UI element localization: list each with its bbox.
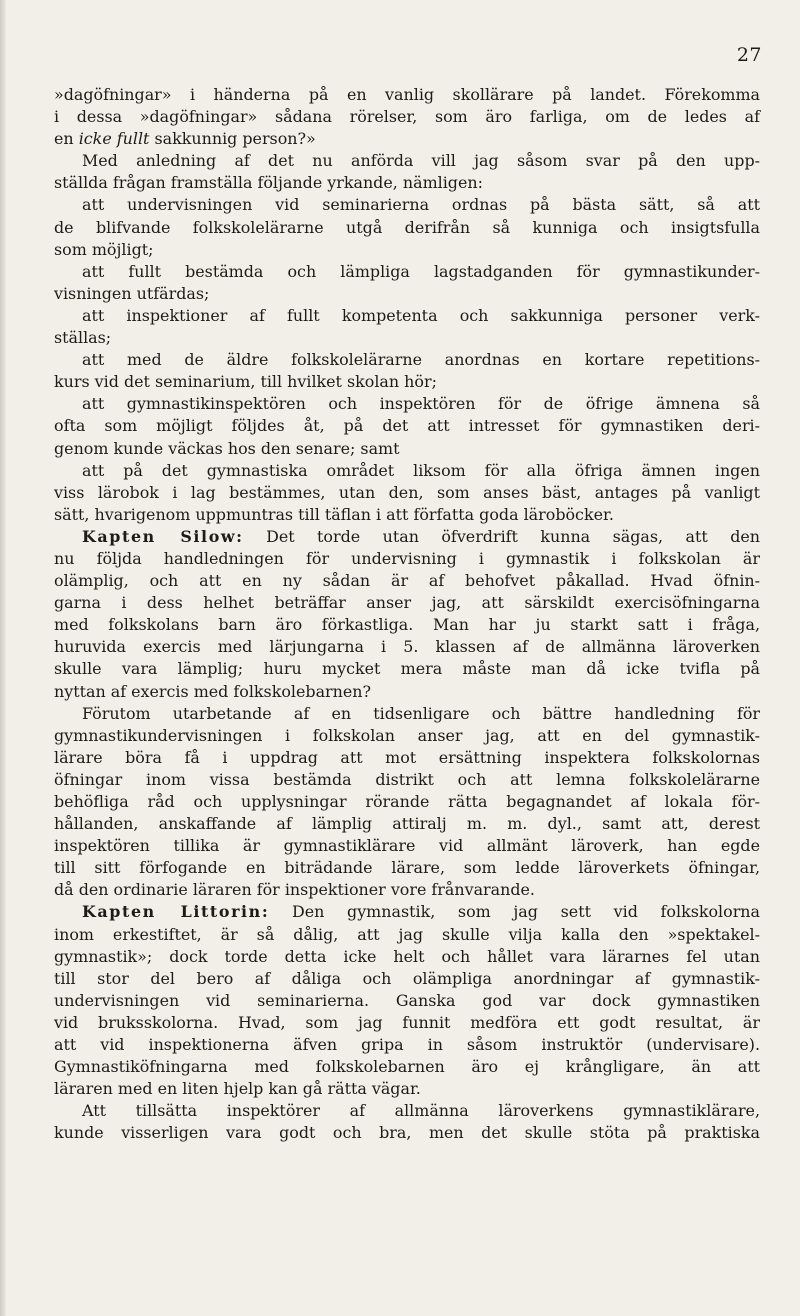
line-text: Med anledning af det nu anförda vill jag såsom svar på den upp- — [82, 151, 760, 171]
text-line — [54, 504, 760, 526]
line-text: inom erkestiftet, är så dålig, att jag skulle vilja kalla den »spektakel- — [54, 924, 760, 944]
line-text: huruvida exercis med lärjungarna i 5. klassen af de allmänna läroverken — [54, 637, 760, 657]
text-line — [54, 725, 760, 747]
line-text: lärare böra få i uppdrag att mot ersättning inspektera folkskolornas — [54, 747, 760, 767]
text-line — [54, 482, 760, 504]
text-line — [54, 548, 760, 570]
line-text: att inspektioner af fullt kompetenta och sakkunniga personer verk- — [82, 305, 760, 325]
text-line — [54, 879, 760, 901]
line-text: att med de äldre folkskolelärarne anordnas en kortare repetitions- — [82, 350, 760, 370]
text-line — [54, 857, 760, 879]
line-text: viss lärobok i lag bestämmes, utan den, som anses bäst, antages på vanligt — [54, 482, 760, 502]
line-text: undervisningen vid seminarierna. Ganska god var dock gymnastiken — [54, 990, 760, 1010]
text-line — [54, 1012, 760, 1034]
line-text: Förutom utarbetande af en tidsenligare och bättre handledning för — [82, 703, 760, 723]
text-line — [54, 901, 760, 923]
page-gutter — [0, 0, 6, 1316]
line-text: sätt, hvarigenom uppmuntras till täflan i att författa goda läroböcker. — [54, 504, 614, 524]
text-line — [54, 747, 760, 769]
line-text: vid bruksskolorna. Hvad, som jag funnit medföra ett godt resultat, är — [54, 1012, 760, 1032]
text-line — [54, 703, 760, 725]
speaker-name: Kapten Littorin: — [82, 902, 270, 922]
line-text: att fullt bestämda och lämpliga lagstadganden för gymnastikunder- — [82, 261, 760, 281]
body-text — [54, 84, 760, 1145]
text-line — [54, 636, 760, 658]
line-text: till sitt förfogande en biträdande lärare, som ledde läroverkets öfningar, — [54, 858, 760, 878]
line-text: läraren med en liten hjelp kan gå rätta vägar. — [54, 1079, 421, 1099]
text-line — [54, 415, 760, 437]
text-line — [54, 371, 760, 393]
line-text: olämplig, och att en ny sådan är af behofvet påkallad. Hvad öfnin- — [54, 571, 760, 591]
text-line — [54, 327, 760, 349]
line-text: hållanden, anskaffande af lämplig attiralj m. m. dyl., samt att, derest — [54, 814, 760, 834]
line-text: ofta som möjligt följdes åt, på det att intresset för gymnastiken deri- — [54, 416, 760, 436]
text-line — [54, 614, 760, 636]
speaker-name: Kapten Silow: — [82, 526, 244, 546]
text-line — [54, 924, 760, 946]
text-line — [54, 791, 760, 813]
line-text: behöfliga råd och upplysningar rörande rätta begagnandet af lokala för- — [54, 792, 760, 811]
text-line — [54, 172, 760, 194]
text-line — [54, 239, 760, 261]
line-text: kunde visserligen vara godt och bra, men det skulle stöta på praktiska — [54, 1123, 760, 1143]
text-line — [54, 393, 760, 415]
line-text: gymnastik»; dock torde detta icke helt och hållet vara lärarnes fel utan — [54, 946, 760, 966]
line-text: att vid inspektionerna äfven gripa in såsom instruktör (undervisare). — [54, 1035, 760, 1055]
text-line — [54, 1122, 760, 1144]
text-line — [54, 150, 760, 172]
text-line — [54, 1034, 760, 1056]
text-line — [54, 946, 760, 968]
italic-text: icke fullt — [78, 129, 150, 149]
line-text: Den gymnastik, som jag sett vid folkskolorna — [269, 902, 760, 922]
text-line — [54, 526, 760, 548]
line-text: till stor del bero af dåliga och olämpliga anordningar af gymnastik- — [54, 968, 760, 988]
line-text: skulle vara lämplig; huru mycket mera måste man då icke tvifla på — [54, 659, 760, 679]
line-text: nyttan af exercis med folkskolebarnen? — [54, 681, 372, 701]
line-text: öfningar inom vissa bestämda distrikt och att lemna folkskolelärarne — [54, 769, 760, 789]
text-line — [54, 1100, 760, 1122]
line-text: i dessa »dagöfningar» sådana rörelser, som äro farliga, om de ledes af — [54, 107, 760, 127]
line-text: Att tillsätta inspektörer af allmänna läroverkens gymnastiklärare, — [82, 1101, 760, 1121]
line-text: Det torde utan öfverdrift kunna sägas, att den — [243, 526, 761, 546]
text-line — [54, 217, 760, 239]
line-text: visningen utfärdas; — [54, 283, 210, 303]
page-number: 27 — [736, 44, 762, 66]
line-text: att gymnastikinspektören och inspektören för de öfrige ämnena så — [82, 394, 760, 414]
line-text: ställda frågan framställa följande yrkande, nämligen: — [54, 173, 483, 193]
line-text: ställas; — [54, 328, 112, 348]
line-text: de blifvande folkskolelärarne utgå derifrån så kunniga och insigtsfulla — [54, 217, 760, 237]
text-line — [54, 283, 760, 305]
line-text: med folkskolans barn äro förkastliga. Man har ju starkt satt i fråga, — [54, 615, 760, 635]
line-text: då den ordinarie läraren för inspektioner vore frånvarande. — [54, 880, 535, 900]
text-line — [54, 261, 760, 283]
text-line — [54, 835, 760, 857]
text-line — [54, 813, 760, 835]
line-text: inspektören tillika är gymnastiklärare vid allmänt läroverk, han egde — [54, 836, 760, 856]
text-line — [54, 305, 760, 327]
text-line — [54, 658, 760, 680]
line-text: kurs vid det seminarium, till hvilket skolan hör; — [54, 372, 437, 392]
line-text: som möjligt; — [54, 239, 154, 259]
text-line — [54, 438, 760, 460]
line-text: Gymnastiköfningarna med folkskolebarnen äro ej krångligare, än att — [54, 1057, 760, 1077]
text-line — [54, 106, 760, 128]
text-line — [54, 769, 760, 791]
text-line — [54, 1078, 760, 1100]
line-text: genom kunde väckas hos den senare; samt — [54, 438, 400, 458]
text-line — [54, 990, 760, 1012]
line-text: garna i dess helhet beträffar anser jag, att särskildt exercisöfningarna — [54, 593, 760, 613]
text-line — [54, 460, 760, 482]
line-text: att undervisningen vid seminarierna ordnas på bästa sätt, så att — [82, 195, 760, 215]
line-text: sakkunnig person?» — [149, 129, 316, 149]
text-line — [54, 194, 760, 216]
text-line — [54, 84, 760, 106]
text-line — [54, 592, 760, 614]
text-line — [54, 968, 760, 990]
text-line — [54, 570, 760, 592]
text-line — [54, 128, 760, 150]
line-text: nu följda handledningen för undervisning i gymnastik i folkskolan är — [54, 548, 760, 568]
text-line — [54, 1056, 760, 1078]
text-line — [54, 681, 760, 703]
line-text: en — [54, 129, 79, 149]
line-text: gymnastikundervisningen i folkskolan anser jag, att en del gymnastik- — [54, 725, 760, 745]
line-text: »dagöfningar» i händerna på en vanlig skollärare på landet. Förekomma — [54, 85, 760, 104]
line-text: att på det gymnastiska området liksom för alla öfriga ämnen ingen — [82, 460, 760, 480]
text-line — [54, 349, 760, 371]
